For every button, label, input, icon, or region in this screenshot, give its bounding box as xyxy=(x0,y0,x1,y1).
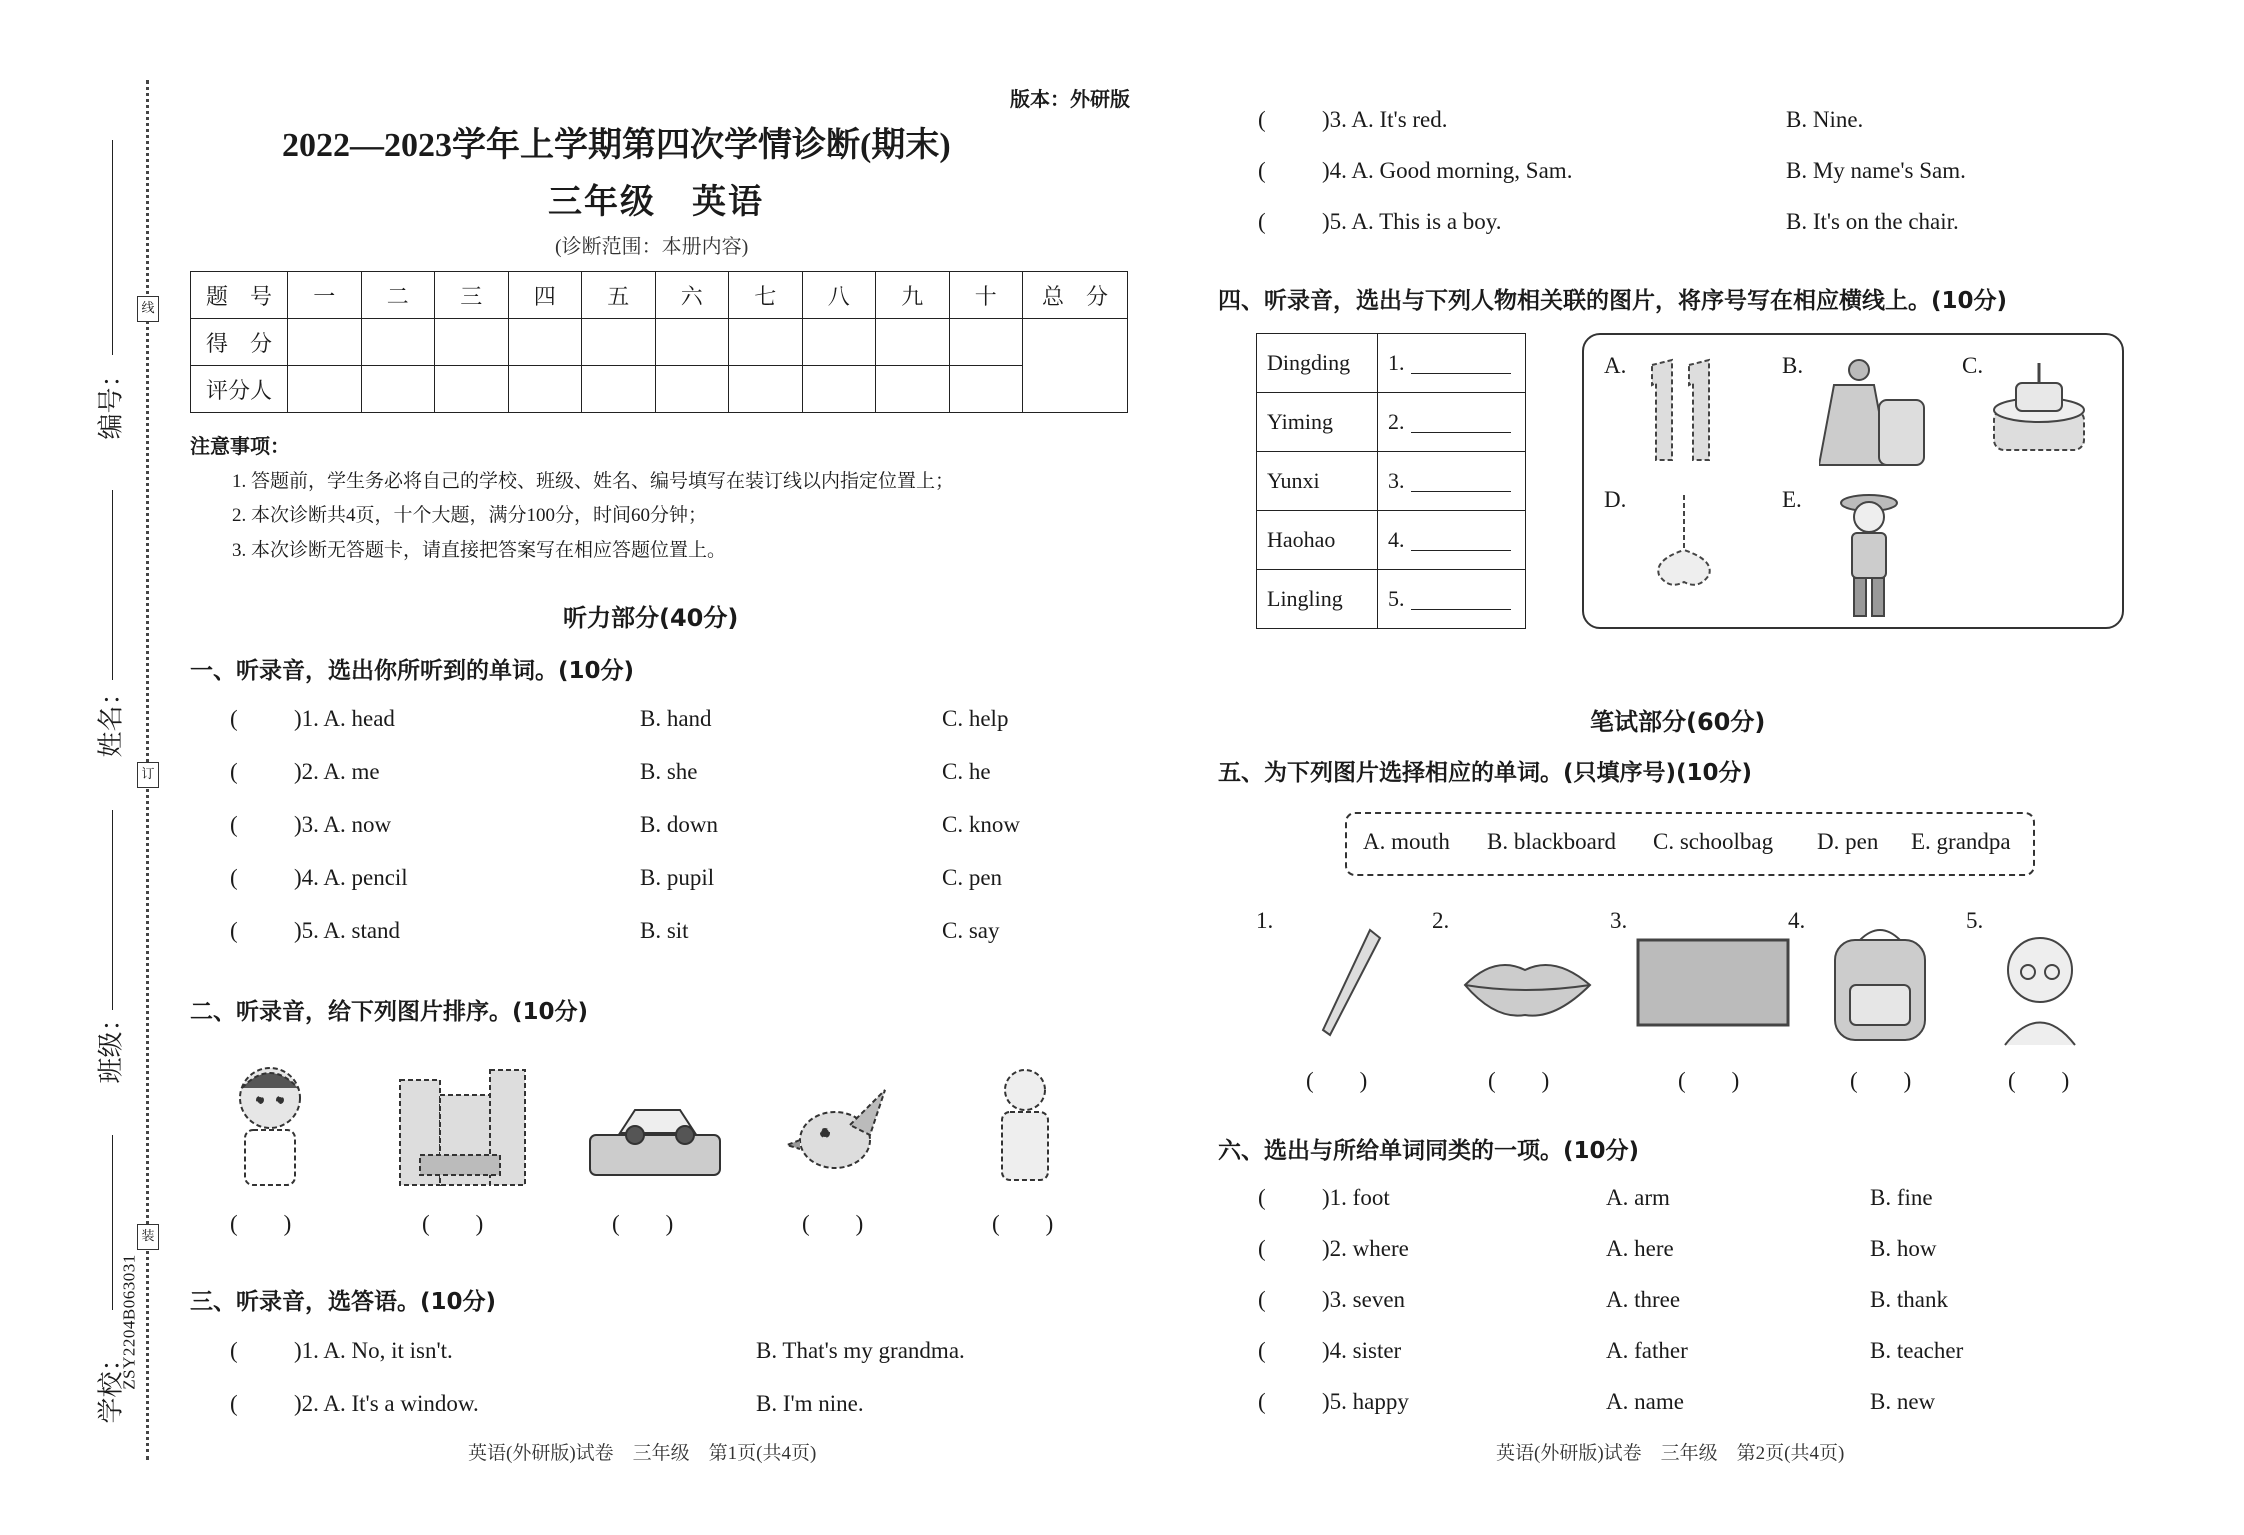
answer-line[interactable] xyxy=(1411,609,1511,610)
answer-blank[interactable]: ( xyxy=(230,706,238,731)
paper-code: ZSY2204B063031 xyxy=(119,1254,139,1390)
question-option-b: B. new xyxy=(1870,1389,1936,1414)
binding-mark-line: 线 xyxy=(137,296,159,322)
question-option-a: )5. A. This is a boy. xyxy=(1322,209,1502,234)
score-cell xyxy=(508,319,582,366)
name-table-row xyxy=(1257,570,1526,629)
answer-line[interactable] xyxy=(1411,373,1511,374)
answer-blank[interactable]: ( ) xyxy=(802,1211,864,1236)
word-option: D. pen xyxy=(1817,829,1879,854)
score-total-header: 总 分 xyxy=(1023,272,1128,319)
question-option-c: C. he xyxy=(942,759,991,784)
grandpa-icon xyxy=(2005,938,2075,1045)
answer-blank[interactable]: ( xyxy=(1258,1389,1266,1414)
score-cell xyxy=(802,319,876,366)
exam-scope: (诊断范围：本册内容) xyxy=(555,236,749,258)
question-option-b: B. I'm nine. xyxy=(756,1391,864,1416)
section4-picture-box xyxy=(1582,333,2124,629)
word-option: B. blackboard xyxy=(1487,829,1617,854)
word-option: C. schoolbag xyxy=(1653,829,1774,854)
answer-blank[interactable]: ( xyxy=(1258,158,1266,183)
person-name: Dingding xyxy=(1257,334,1378,393)
answer-blank[interactable]: ( ) xyxy=(422,1211,484,1236)
score-row-label: 评分人 xyxy=(191,366,288,413)
score-row-label: 题 号 xyxy=(191,272,288,319)
question-word: )2. where xyxy=(1322,1236,1409,1261)
school-label: 学校： xyxy=(96,1345,127,1424)
answer-line[interactable] xyxy=(1411,550,1511,551)
score-cell xyxy=(582,319,656,366)
question-option-a: )1. A. head xyxy=(294,706,395,731)
answer-number: 4. xyxy=(1388,527,1405,552)
question-word: )1. foot xyxy=(1322,1185,1390,1210)
edition-label: 版本：外研版 xyxy=(1010,87,1130,111)
name-table-row xyxy=(1257,511,1526,570)
score-table xyxy=(190,271,1128,413)
question-option-c: C. help xyxy=(942,706,1009,731)
note-item: 3. 本次诊断无答题卡，请直接把答案写在相应答题位置上。 xyxy=(232,540,727,561)
footer-right: 英语(外研版)试卷 三年级 第2页(共4页) xyxy=(1496,1443,1845,1464)
answer-blank[interactable]: ( xyxy=(1258,1287,1266,1312)
score-cell xyxy=(361,319,435,366)
answer-line-cell xyxy=(1378,334,1526,393)
question-option-c: C. pen xyxy=(942,865,1003,890)
score-col: 三 xyxy=(435,272,509,319)
question-option-b: B. sit xyxy=(640,918,689,943)
question-option-b: B. pupil xyxy=(640,865,715,890)
question-option-a: )2. A. It's a window. xyxy=(294,1391,479,1416)
name-table-row xyxy=(1257,334,1526,393)
answer-line-cell xyxy=(1378,393,1526,452)
note-item: 2. 本次诊断共4页，十个大题，满分100分，时间60分钟； xyxy=(232,505,708,526)
question-option-b: B. she xyxy=(640,759,698,784)
question-option-b: B. That's my grandma. xyxy=(756,1338,965,1363)
id-label: 编号： xyxy=(96,361,127,440)
score-total-cell xyxy=(1023,319,1128,413)
section4-heading: 四、听录音，选出与下列人物相关联的图片，将序号写在相应横线上。(10分) xyxy=(1218,288,2008,314)
answer-blank[interactable]: ( xyxy=(1258,1236,1266,1261)
answer-line[interactable] xyxy=(1411,432,1511,433)
answer-blank[interactable]: ( xyxy=(1258,1185,1266,1210)
notes-heading: 注意事项： xyxy=(190,434,290,458)
score-cell xyxy=(949,319,1023,366)
score-col: 六 xyxy=(655,272,729,319)
question-option-b: B. It's on the chair. xyxy=(1786,209,1959,234)
answer-blank[interactable]: ( ) xyxy=(612,1211,674,1236)
question-option-a: )5. A. stand xyxy=(294,918,401,943)
score-col: 七 xyxy=(729,272,803,319)
answer-blank[interactable]: ( xyxy=(230,1391,238,1416)
question-option-a: )4. A. pencil xyxy=(294,865,408,890)
boy-thinking-icon xyxy=(240,1068,300,1185)
question-word: )4. sister xyxy=(1322,1338,1402,1363)
score-cell xyxy=(729,319,803,366)
writing-part-heading: 笔试部分(60分) xyxy=(1590,708,1766,736)
id-write-line xyxy=(112,140,113,355)
answer-line-cell xyxy=(1378,452,1526,511)
number-eleven-icon xyxy=(1644,355,1724,465)
score-cell xyxy=(729,366,803,413)
picture-number: 3. xyxy=(1610,908,1628,933)
question-word: )3. seven xyxy=(1322,1287,1406,1312)
question-option-a: )4. A. Good morning, Sam. xyxy=(1322,158,1573,183)
answer-blank[interactable]: ( ) xyxy=(230,1211,292,1236)
question-option-b: B. thank xyxy=(1870,1287,1948,1312)
name-table-row xyxy=(1257,393,1526,452)
score-col: 五 xyxy=(582,272,656,319)
question-option-a: A. arm xyxy=(1606,1185,1670,1210)
score-col: 八 xyxy=(802,272,876,319)
section2-heading: 二、听录音，给下列图片排序。(10分) xyxy=(190,999,589,1025)
question-option-b: B. hand xyxy=(640,706,712,731)
pic-letter: B. xyxy=(1782,353,1804,378)
answer-number: 5. xyxy=(1388,586,1405,611)
answer-blank[interactable]: ( xyxy=(1258,209,1266,234)
class-label: 班级： xyxy=(96,1005,127,1084)
name-write-line-upper xyxy=(112,490,113,680)
answer-blank[interactable]: ( xyxy=(230,918,238,943)
exam-subtitle: 三年级 英语 xyxy=(548,182,764,222)
word-option: E. grandpa xyxy=(1911,829,2011,854)
score-cell xyxy=(288,366,362,413)
score-cell xyxy=(802,366,876,413)
picture-number: 4. xyxy=(1788,908,1806,933)
question-option-a: A. three xyxy=(1606,1287,1681,1312)
name-label: 姓名： xyxy=(96,679,127,758)
answer-line[interactable] xyxy=(1411,491,1511,492)
picture-number: 2. xyxy=(1432,908,1450,933)
answer-line-cell xyxy=(1378,511,1526,570)
question-option-a: A. here xyxy=(1606,1236,1674,1261)
question-option-a: A. father xyxy=(1606,1338,1688,1363)
score-cell xyxy=(655,366,729,413)
section5-pictures xyxy=(1300,920,2100,1050)
score-col: 四 xyxy=(508,272,582,319)
question-option-b: B. My name's Sam. xyxy=(1786,158,1966,183)
question-option-a: )3. A. It's red. xyxy=(1322,107,1448,132)
answer-blank[interactable]: ( xyxy=(230,865,238,890)
score-cell xyxy=(582,366,656,413)
question-option-b: B. teacher xyxy=(1870,1338,1964,1363)
section2-pictures xyxy=(220,1055,1120,1195)
note-item: 1. 答题前，学生务必将自己的学校、班级、姓名、编号填写在装订线以内指定位置上； xyxy=(232,471,955,492)
lips-icon xyxy=(1465,965,1590,1016)
nose-icon xyxy=(1639,490,1729,600)
score-cell xyxy=(361,366,435,413)
question-option-a: )2. A. me xyxy=(294,759,380,784)
word-option: A. mouth xyxy=(1363,829,1450,854)
question-option-a: A. name xyxy=(1606,1389,1684,1414)
section1-heading: 一、听录音，选出你所听到的单词。(10分) xyxy=(190,658,635,684)
person-name: Lingling xyxy=(1257,570,1378,629)
answer-blank[interactable]: ( xyxy=(230,1338,238,1363)
blackboard-icon xyxy=(1638,940,1788,1025)
school-write-line xyxy=(112,1135,113,1310)
question-option-c: C. know xyxy=(942,812,1020,837)
person-name: Yiming xyxy=(1257,393,1378,452)
bird-icon xyxy=(787,1090,885,1168)
bag-and-dress-icon xyxy=(1819,355,1929,470)
score-table-row xyxy=(191,319,1128,366)
question-option-a: )1. A. No, it isn't. xyxy=(294,1338,453,1363)
answer-blank[interactable]: ( ) xyxy=(2008,1068,2070,1093)
answer-line-cell xyxy=(1378,570,1526,629)
pic-letter: C. xyxy=(1962,353,1984,378)
answer-number: 3. xyxy=(1388,468,1405,493)
score-cell xyxy=(435,366,509,413)
answer-blank[interactable]: ( ) xyxy=(1850,1068,1912,1093)
binding-mark-bind: 订 xyxy=(137,762,159,788)
buildings-icon xyxy=(400,1070,525,1185)
question-option-b: B. down xyxy=(640,812,718,837)
answer-blank[interactable]: ( ) xyxy=(1306,1068,1368,1093)
name-table-row xyxy=(1257,452,1526,511)
birthday-cake-icon xyxy=(1984,355,2094,465)
score-row-label: 得 分 xyxy=(191,319,288,366)
section4-name-table xyxy=(1256,333,1526,629)
score-cell xyxy=(876,366,950,413)
answer-number: 2. xyxy=(1388,409,1405,434)
class-write-line xyxy=(112,810,113,1010)
section6-heading: 六、选出与所给单词同类的一项。(10分) xyxy=(1218,1138,1640,1164)
question-option-b: B. fine xyxy=(1870,1185,1933,1210)
score-cell xyxy=(508,366,582,413)
answer-number: 1. xyxy=(1388,350,1405,375)
score-table-row xyxy=(191,366,1128,413)
section5-heading: 五、为下列图片选择相应的单词。(只填序号)(10分) xyxy=(1218,760,1753,786)
answer-blank[interactable]: ( ) xyxy=(1678,1068,1740,1093)
person-name: Yunxi xyxy=(1257,452,1378,511)
toy-car-on-book-icon xyxy=(590,1110,720,1175)
pic-letter: D. xyxy=(1604,487,1627,512)
score-cell xyxy=(288,319,362,366)
listening-part-heading: 听力部分(40分) xyxy=(563,604,739,632)
score-col: 十 xyxy=(949,272,1023,319)
question-option-b: B. Nine. xyxy=(1786,107,1864,132)
picture-number: 1. xyxy=(1256,908,1274,933)
answer-blank[interactable]: ( ) xyxy=(1488,1068,1550,1093)
answer-blank[interactable]: ( xyxy=(230,812,238,837)
score-table-row xyxy=(191,272,1128,319)
section3-heading: 三、听录音，选答语。(10分) xyxy=(190,1289,497,1315)
doctor-icon xyxy=(1002,1070,1048,1180)
score-col: 二 xyxy=(361,272,435,319)
score-cell xyxy=(435,319,509,366)
exam-title: 2022—2023学年上学期第四次学情诊断(期末) xyxy=(282,127,951,164)
question-option-c: C. say xyxy=(942,918,1000,943)
pic-letter: E. xyxy=(1782,487,1802,512)
boy-with-hat-icon xyxy=(1824,485,1914,620)
picture-number: 5. xyxy=(1966,908,1984,933)
schoolbag-icon xyxy=(1835,930,1925,1040)
binding-mark-fix: 装 xyxy=(137,1224,159,1250)
answer-blank[interactable]: ( xyxy=(1258,1338,1266,1363)
score-col: 一 xyxy=(288,272,362,319)
answer-blank[interactable]: ( xyxy=(1258,107,1266,132)
question-word: )5. happy xyxy=(1322,1389,1409,1414)
pen-icon xyxy=(1323,930,1380,1035)
footer-left: 英语(外研版)试卷 三年级 第1页(共4页) xyxy=(468,1443,817,1464)
score-cell xyxy=(655,319,729,366)
score-col: 九 xyxy=(876,272,950,319)
pic-letter: A. xyxy=(1604,353,1627,378)
answer-blank[interactable]: ( xyxy=(230,759,238,784)
question-option-a: )3. A. now xyxy=(294,812,392,837)
score-cell xyxy=(876,319,950,366)
section5-word-bank xyxy=(1345,812,2035,876)
question-option-b: B. how xyxy=(1870,1236,1937,1261)
answer-blank[interactable]: ( ) xyxy=(992,1211,1054,1236)
person-name: Haohao xyxy=(1257,511,1378,570)
score-cell xyxy=(949,366,1023,413)
